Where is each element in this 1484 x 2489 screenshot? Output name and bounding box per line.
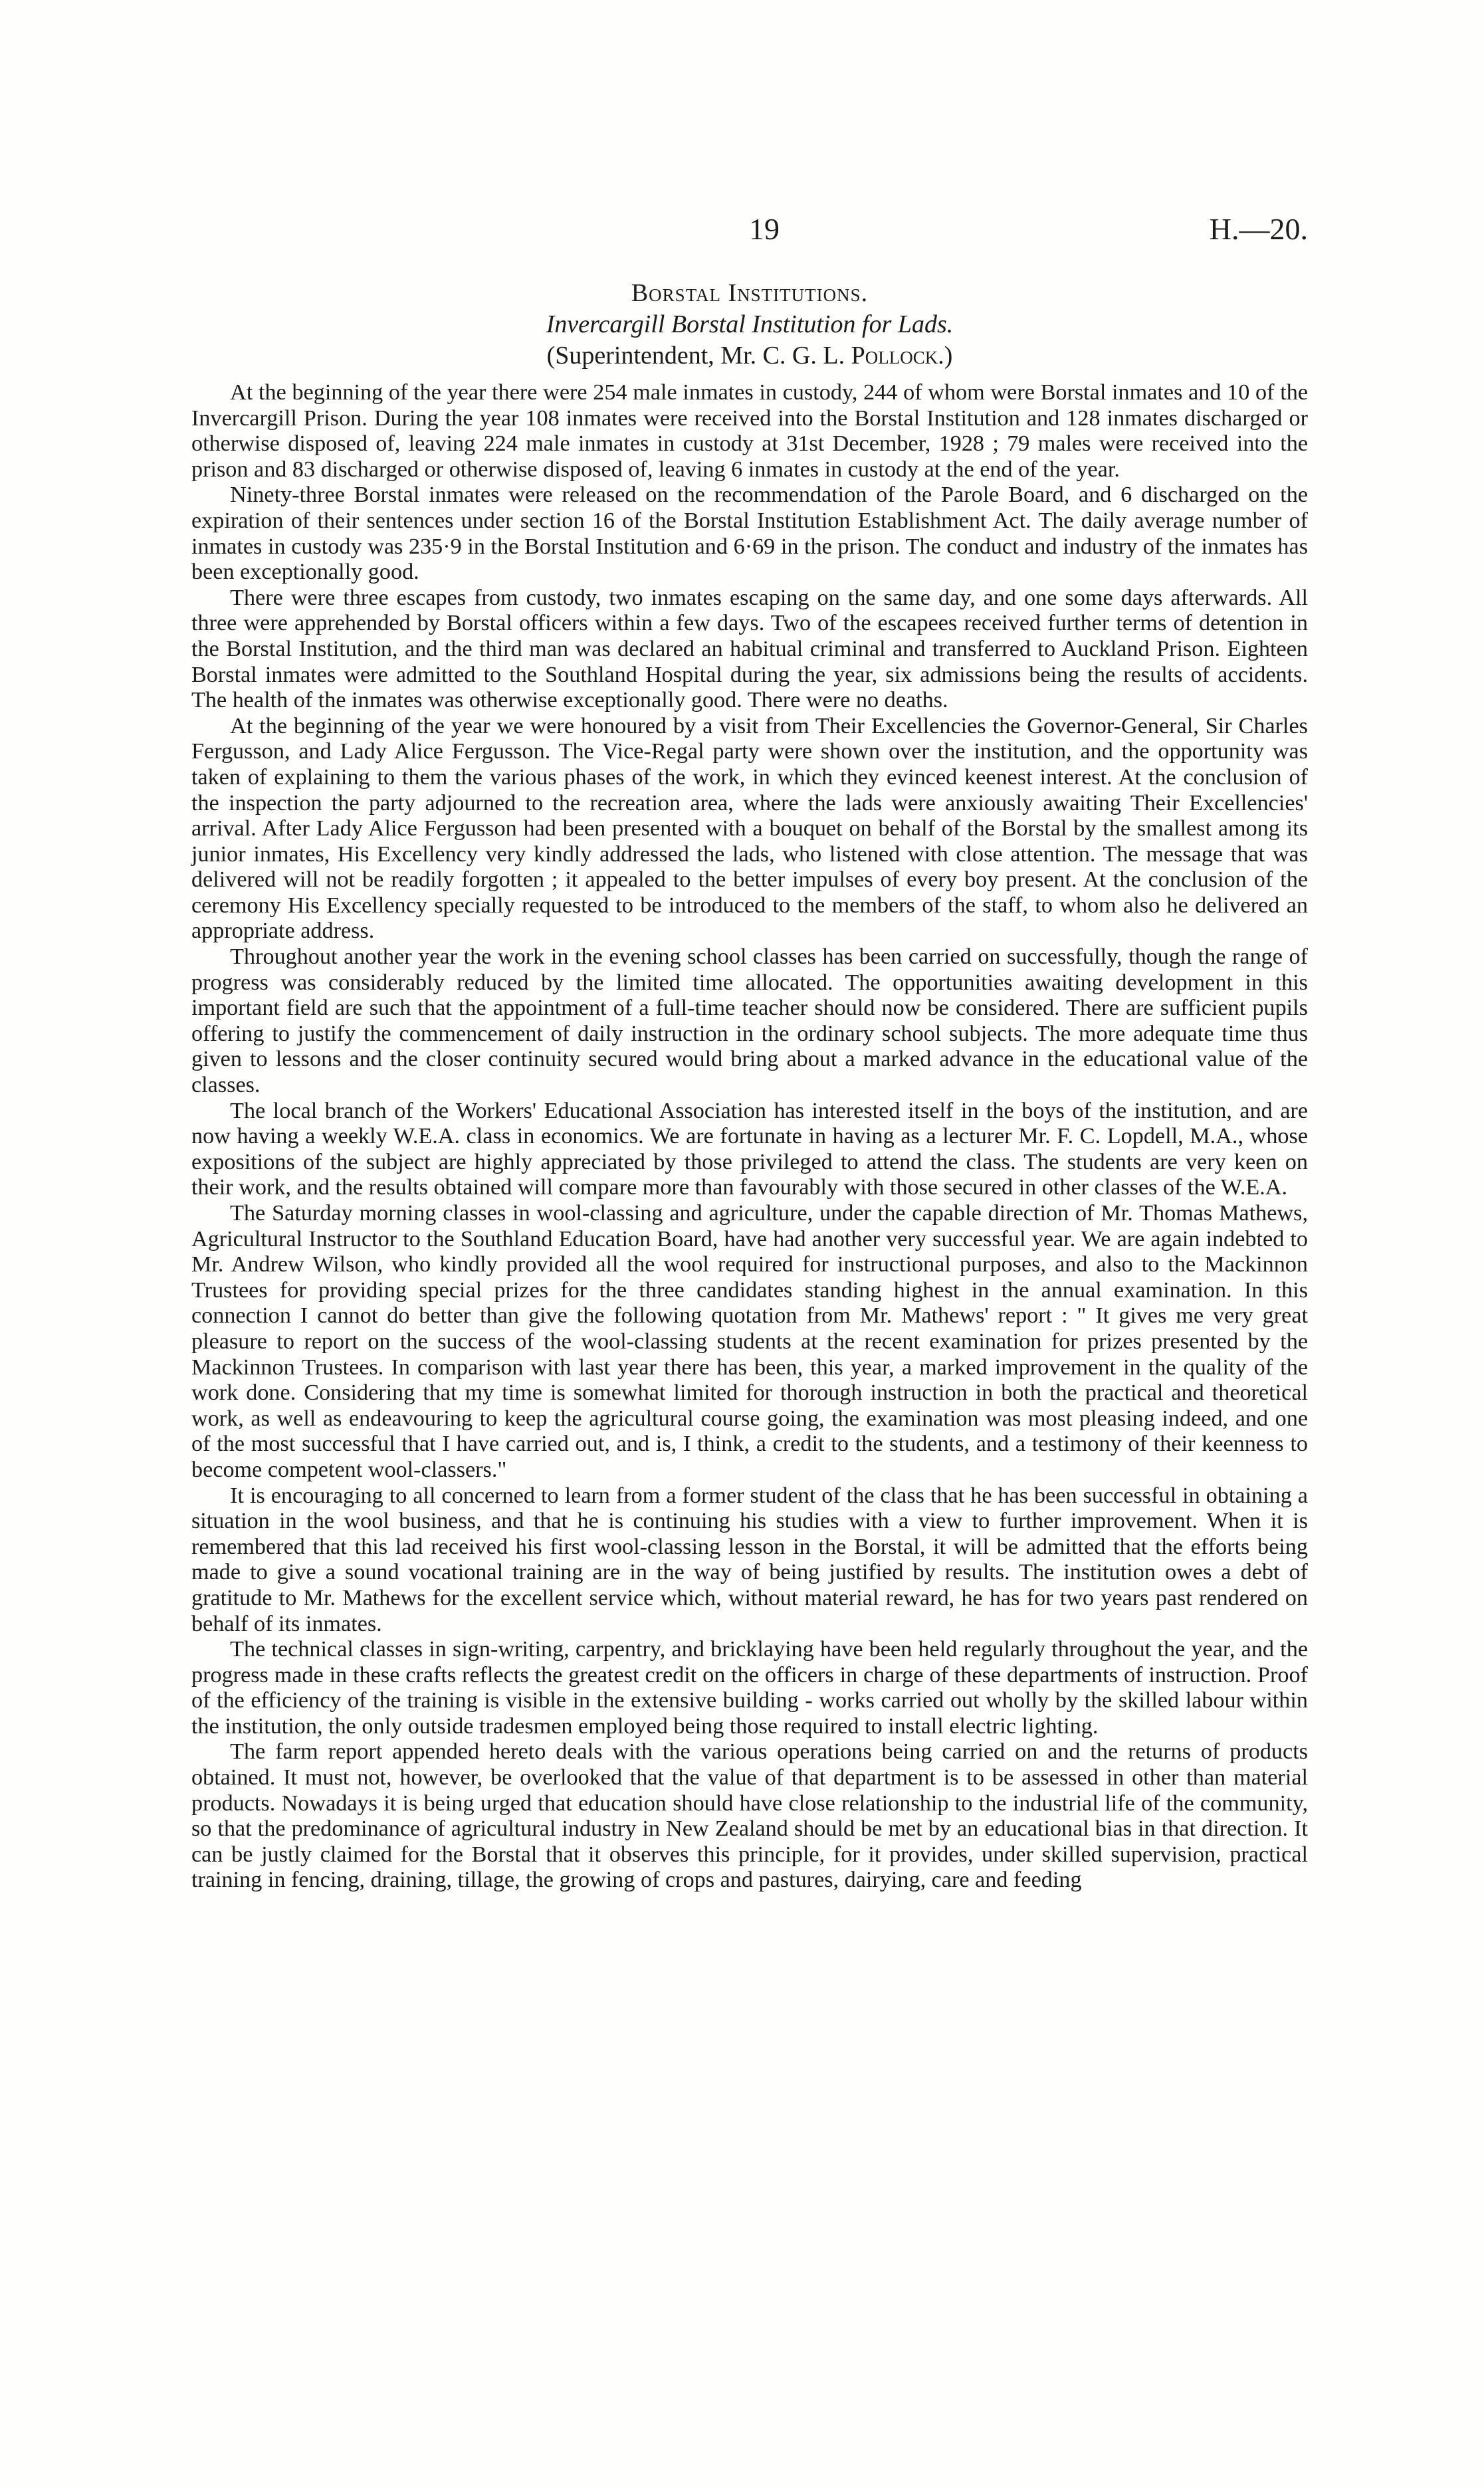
paragraph-releases: Ninety-three Borstal inmates were released on the recommendation of the Parole Board, and 6 discharged on the expiration of their sentences under section 16 of the Borstal Institution Establishment Act. The daily average number of inmates in custody was 235·9 in the Borstal Institution and 6·69 in the prison. The conduct and industry of the inmates has been exceptionally good. [191, 483, 1308, 585]
section-title: Borstal Institutions. [631, 279, 869, 307]
paragraph-wea-class: The local branch of the Workers' Educational Association has interested itself in the boys of the institution, and are now having a weekly W.E.A. class in economics. We are fortunate in having as a lecturer Mr. F. C. Lopdell, M.A., whose expositions of the subject are highly appreciated by those privileged to attend the class. The students are very keen on their work, and the results obtained will compare more than favourably with those secured in other classes of the W.E.A. [191, 1098, 1308, 1200]
paragraph-escapes: There were three escapes from custody, two inmates escaping on the same day, and one some days afterwards. All three were apprehended by Borstal officers within a few days. Two of the escapees received further terms of detention in the Borstal Institution, and the third man was declared an habitual criminal and transferred to Auckland Prison. Eighteen Borstal inmates were admitted to the Southland Hospital during the year, six admissions being the results of accidents. The health of the inmates was otherwise exceptionally good. There were no deaths. [191, 585, 1308, 713]
section-headings [191, 278, 1308, 372]
document-reference: H.—20. [1209, 212, 1308, 246]
paragraph-technical-classes: The technical classes in sign-writing, carpentry, and bricklaying have been held regularly throughout the year, and the progress made in these crafts reflects the greatest credit on the officers in charge of these departments of instruction. Proof of the efficiency of the training is visible in the extensive building - works carried out wholly by the skilled labour within the institution, the only outside tradesmen employed being those required to install electric lighting. [191, 1637, 1308, 1739]
paragraph-evening-school: Throughout another year the work in the evening school classes has been carried on successfully, though the range of progress was considerably reduced by the limited time allocated. The opportunities awaiting development in this important field are such that the appointment of a full-time teacher should now be considered. There are sufficient pupils offering to justify the commencement of daily instruction in the ordinary school subjects. The more adequate time thus given to lessons and the closer continuity secured would bring about a marked advance in the educational value of the classes. [191, 944, 1308, 1098]
page-number: 19 [749, 212, 780, 246]
paragraph-farm-report: The farm report appended hereto deals with the various operations being carried on and the returns of products obtained. It must not, however, be overlooked that the value of that department is to be assessed in other than material products. Nowadays it is being urged that education should have close relationship to the industrial life of the community, so that the predominance of agricultural industry in New Zealand should be met by an educational bias in that direction. It can be justly claimed for the Borstal that it observes this principle, for it provides, under skilled supervision, practical training in fencing, draining, tillage, the growing of crops and pastures, dairying, care and feeding [191, 1739, 1308, 1893]
section-subtitle: Invercargill Borstal Institution for Lads. [546, 310, 954, 338]
paragraph-custody: At the beginning of the year there were 254 male inmates in custody, 244 of whom were Borstal inmates and 10 of the Invercargill Prison. During the year 108 inmates were received into the Borstal Institution and 128 inmates discharged or otherwise disposed of, leaving 224 male inmates in custody at 31st December, 1928 ; 79 males were received into the prison and 83 discharged or otherwise disposed of, leaving 6 inmates in custody at the end of the year. [191, 380, 1308, 482]
report-body [191, 380, 1308, 1894]
superintendent-line [191, 340, 1308, 372]
superintendent-name: Pollock [851, 342, 938, 370]
paragraph-former-student: It is encouraging to all concerned to learn from a former student of the class that he has been successful in obtaining a situation in the wool business, and that he is continuing his studies with a view to further improvement. When it is remembered that this lad received his first wool-classing lesson in the Borstal, it will be admitted that the efforts being made to give a sound vocational training are in the way of being justified by results. The institution owes a debt of gratitude to Mr. Mathews for the excellent service which, without material reward, he has for two years past rendered on behalf of its inmates. [191, 1483, 1308, 1636]
page-header [191, 211, 1308, 265]
paragraph-wool-classing: The Saturday morning classes in wool-classing and agriculture, under the capable direction of Mr. Thomas Mathews, Agricultural Instructor to the Southland Education Board, have had another very successful year. We are again indebted to Mr. Andrew Wilson, who kindly provided all the wool required for instructional purposes, and also to the Mackinnon Trustees for providing special prizes for the three candidates standing highest in the annual examination. In this connection I cannot do better than give the following quotation from Mr. Mathews' report : " It gives me very great pleasure to report on the success of the wool-classing students at the recent examination for prizes presented by the Mackinnon Trustees. In comparison with last year there has been, this year, a marked improvement in the quality of the work done. Considering that my time is somewhat limited for thorough instruction in both the practical and theoretical work, as well as endeavouring to keep the agricultural course going, the examination was most pleasing indeed, and one of the most successful that I have carried out, and is, I think, a credit to the students, and a testimony of their keenness to become competent wool-classers." [191, 1201, 1308, 1482]
superintendent-prefix: (Superintendent, Mr. C. G. L. [546, 342, 851, 370]
superintendent-suffix: .) [938, 342, 953, 370]
paragraph-vice-regal-visit: At the beginning of the year we were honoured by a visit from Their Excellencies the Governor-General, Sir Charles Fergusson, and Lady Alice Fergusson. The Vice-Regal party were shown over the institution, and the opportunity was taken of explaining to them the various phases of the work, in which they evinced keenest interest. At the conclusion of the inspection the party adjourned to the recreation area, where the lads were anxiously awaiting Their Excellencies' arrival. After Lady Alice Fergusson had been presented with a bouquet on behalf of the Borstal by the smallest among its junior inmates, His Excellency very kindly addressed the lads, who listened with close attention. The message that was delivered will not be readily forgotten ; it appealed to the better impulses of every boy present. At the conclusion of the ceremony His Excellency specially requested to be introduced to the members of the staff, to whom also he delivered an appropriate address. [191, 713, 1308, 944]
